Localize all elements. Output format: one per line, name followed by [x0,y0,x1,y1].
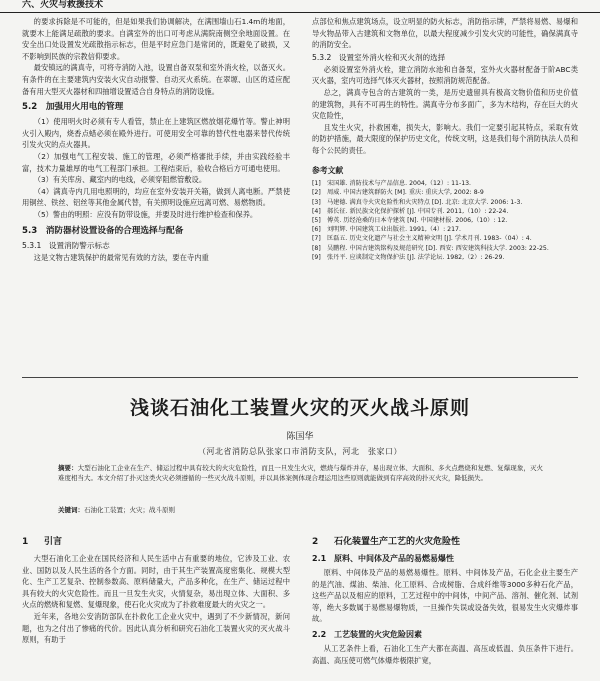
paragraph: 近年来，各地公安消防部队在扑救化工企业火灾中，遇到了不少新情况，新问题，也为之付出了惨痛的代价。因此认真分析和研究石油化工装置火灾的灭火战斗原则，有助于 [22,611,290,645]
reference-item: [9] 张丹平. 应谈制定文物保护法 [J]. 法学论坛. 1982,（2）: 26-29. [312,253,505,261]
keywords-text: 石油化工装置；火灾；战斗原则 [84,506,175,514]
section-heading: 5.2 加强用火用电的管理 [22,102,124,113]
subsection-number: 2.1 [312,554,327,563]
paragraph: （4）满真寺内几用电照明的，均应在室外安装开关箱，做到人离电断。严禁使用铜丝、铁丝、铝丝等其他金属代替，有关照明设施应远离可燃、易燃物质。 [22,186,290,208]
subsection-title: 工艺装置的火灾危险因素 [334,629,422,639]
article-abstract [58,463,543,483]
section-heading [312,536,578,549]
paragraph: （5）警由的明照：应没有防带设施，并要及时进行维护检查和保养。 [33,209,258,219]
paragraph: 最安镇远的满真寺，可将寺消防入池，设置自备双泵和室外消火栓，以备灭火。有条件的在主要建筑内安装火灾自动报警、自动灭火系统。在翠塬、山区的适应配备有用大型灭火器材和四抽增设置适合自身特点的消防设施。 [22,63,290,96]
keywords-label: 关键词： [58,506,84,514]
paragraph: 总之，满真寺包含的古建筑的一类，是历史遗留具有极高文物价值和历史价值的建筑物，具有不可再生的特性。满真寺分布多面广，多为木结构，存在巨大的火灾危险性， [312,87,578,121]
paragraph: 点部位和焦点建筑场点，设立明显的防火标志，消防指示牌，严禁将易燃、易爆和导火物品带入古建筑和文物单位，以最大程度减少引发火灾的可能性，确保满真寺的消防安全。 [312,17,578,50]
reference-item: [1] 宋国雄. 消防技术与产品信息. 2004,（12）: 11-13. [312,180,472,188]
article-right-column [312,536,578,666]
paragraph: （1）使用明火时必须有专人看管，禁止在上建筑区燃放烟花爆竹等。警止神明火引入殿内，烧香点蜡必须在殿外进行。可使用安全可靠的替代性电器来替代传统引发火灾的点火器具。 [22,117,290,150]
section-title: 石化装置生产工艺的火灾危险性 [334,537,461,547]
paragraph: 从工艺条件上看，石油化工生产大都在高温、高压或低温、负压条件下进行。高温、高压使可燃气体爆炸极限扩宽， [312,643,578,665]
paragraph: 且发生火灾，扑救困难，损失大，影响大。我们一定要引起其特点，采取有效的防护措施，最大限度的保护历史文化，传统文明，这是我们每个消防执法人员和每个公民的责任。 [312,122,578,155]
section-title: 引言 [44,537,63,547]
reference-item: [3] 马建德. 满真寺火灾危险性和火灾特点 [D]. 北京: 北京大学. 2006: 1-3. [312,198,523,206]
section-number: 2 [312,537,319,547]
abstract-label: 摘要： [58,464,78,472]
paragraph: 必须设置室外消火栓，建立消防水池和自备泵，室外火火器材配备于阶ABC类灭火器，室内可选择气体灭火器材，按照消防规范配备。 [312,64,578,86]
article-divider [22,377,578,378]
section-number: 1 [22,537,29,547]
section-heading [22,536,290,549]
article-author: 陈国华 [286,432,314,442]
references-heading: 参考文献 [312,165,344,175]
article-left-column [22,536,290,646]
article-title: 浅谈石油化工装置火灾的灭火战斗原则 [129,397,470,419]
subsection-heading [312,629,578,641]
running-header [0,0,600,13]
reference-item: [5] 傅英. 历经沧桑的日本寺建筑 [N]. 中国建材报. 2006,（10）: 12. [312,216,508,224]
paragraph: 这是文物古建筑保护的最常见有效的方法，要在寺内重 [33,252,209,262]
paragraph: 大型石油化工企业在国民经济和人民生活中占有重要的地位，它涉及工业、农业、国防以及人民生活的各个方面。同时，由于其生产装置高度密集化、规模大型化、生产工艺复杂、控制参数高、原料储量大，产品多种化，在生产、储运过程中具有较大的火灾危险性。而且一旦发生火灾，火情复杂，易出现立体、大面积、多火点的燃烧和复燃、复爆现象，使石化火灾成为了扑救难度最大的火灾之一。 [22,554,290,610]
subsection-title: 原料、中间体及产品的易燃易爆性 [334,554,454,563]
reference-item: [6] 刘明辉. 中国建筑工业出版社. 1991,（4）: 217. [312,226,461,234]
previous-article-right-column [312,16,578,262]
running-header-text: 六、火灾与救援技术 [22,0,104,10]
section-heading: 5.3 消防器材设置设备的合理选择与配备 [22,225,184,236]
paragraph: 原料、中间体及产品的易燃易爆性。原料、中间体及产品，石化企业主要生产的是汽油、煤油、柴油、化工原料、合成树脂、合成纤维等3000多种石化产品，这些产品以及相应的原料，工艺过程中的中间体，中间产品、溶剂、催化剂、试剂等，绝大多数属于易燃易爆物质，一旦操作失误或设备失效，很易发生火灾爆炸事故。 [312,568,578,624]
reference-list [312,179,578,262]
article-keywords [58,505,543,515]
paragraph: （3）有关库房、藏室内的电线，必须穿阻燃管敷设。 [33,175,207,185]
previous-article-left-column [22,16,290,263]
reference-item: [2] 周威. 中国古建筑群防火 [M]. 重庆: 重庆大学, 2002: 8-9 [312,189,484,197]
reference-item: [8] 吴鹏程. 中国古建筑铭构及规范研究 [D]. 西安: 西安建筑科技大学. 2003: 22-25. [312,244,549,252]
subsection-heading: 5.3.2 设置室外消火栓和灭火剂的选择 [312,52,446,62]
reference-item: [4] 郝长征. 新民族文化保护探析 [J]. 中国专刊. 2011,（10）: 22-24. [312,207,509,215]
abstract-text: 大型石油化工企业在生产、储运过程中具有较大的火灾危险性，而且一旦发生火灾，燃烧与爆炸并存，易出现立体、大面积、多火点燃烧和复燃、复爆现象，灭火难度相当大。本文介绍了扑灭这类火灾必须遵循的一些灭火战斗原则，并以具体案例体现合理运用这些原则就能做到有序高效的扑灭火灾，降低损失。 [58,464,544,482]
subsection-number: 2.2 [312,629,327,639]
subsection-heading: 5.3.1 设置消防警示标志 [22,240,110,250]
subsection-heading [312,553,578,565]
reference-item: [7] 匡磊五. 历史文化遗产与社会主义精神文明 [J]. 学术月刊. 1983-（04）: 4. [312,235,532,243]
paragraph: （2）加强电气工程安装、施工的管理，必须严格審批手续，并由实践经验丰富，技术力量雄厚的电气工程部门承担。工程结束后，验收合格后方可通电使用。 [22,151,290,173]
article-affiliation: （河北省消防总队张家口市消防支队，河北 张家口） [198,447,402,456]
paragraph: 的要求拆除是不可能的，但是如果我们协调解决，在满围墙山石1.4m的地面，就要木上能满足疏散的要求。自满室外的出口可考虑从满院南侧空余地面设置。在安全出口处设置发光疏散指示标志，但是平时应急门是常闭的，既避免了破损，又不影响到民族的宗教信仰要求。 [22,17,290,61]
